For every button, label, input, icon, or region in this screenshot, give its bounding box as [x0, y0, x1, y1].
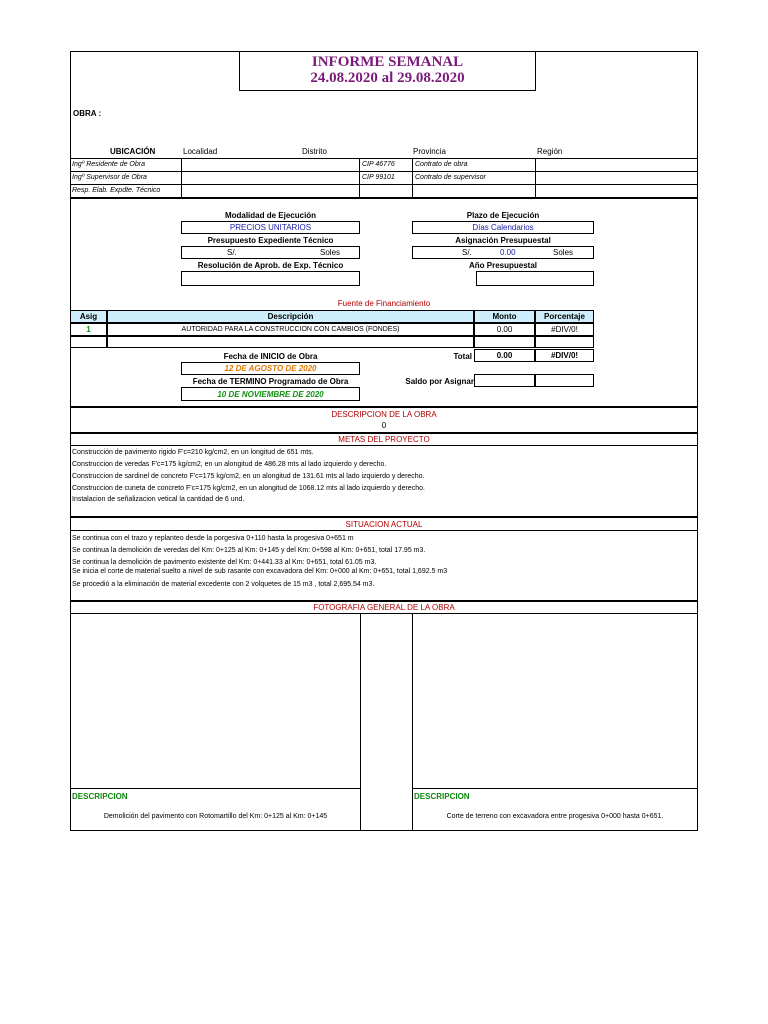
- termino-value: 10 DE NOVIEMBRE DE 2020: [217, 390, 324, 399]
- situacion-item: Se continua la demolición de pavimento existente del Km: 0+441.33 al Km: 0+651, total 61.05 m3.: [72, 559, 377, 566]
- plazo-value: Días Calendarios: [472, 223, 534, 232]
- contract-residente: Contrato de obra: [415, 161, 468, 168]
- photo-left-description-text: Demolición del pavimento con Rotomartillo del Km: 0+125 al Km: 0+145: [103, 813, 328, 820]
- asignacion-unit: Soles: [553, 248, 574, 257]
- fin-empty-porcentaje: [535, 336, 594, 348]
- cip-residente: CIP 46776: [362, 161, 395, 168]
- inicio-label: Fecha de INICIO de Obra: [223, 352, 318, 361]
- provincia-label: Provincia: [413, 147, 446, 156]
- descripcion-obra-value: 0: [381, 421, 387, 430]
- role-resp-expediente: Resp. Elab. Expdte. Técnico: [72, 187, 161, 194]
- photo-left-description-label: DESCRIPCION: [72, 792, 128, 801]
- fin-header-monto-text: Monto: [492, 312, 517, 321]
- fin-header-asig-text: Asig: [79, 312, 98, 321]
- financiamiento-title: Fuente de Financiamiento: [337, 299, 431, 308]
- contract-supervisor: Contrato de supervisor: [415, 174, 486, 181]
- fin-empty-asig: [70, 336, 107, 348]
- saldo-monto-box: [474, 374, 535, 387]
- region-label: Región: [537, 147, 563, 156]
- total-porcentaje: #DIV/0!: [550, 351, 579, 360]
- fin-header-descripcion-text: Descripción: [267, 312, 314, 321]
- saldo-label: Saldo por Asignar: [405, 377, 474, 386]
- photo-right-description-text: Corte de terreno con excavadora entre progesiva 0+000 hasta 0+651.: [446, 813, 664, 820]
- role-supervisor: Ingº Supervisor de Obra: [72, 174, 147, 181]
- saldo-porcentaje-box: [535, 374, 594, 387]
- cip-supervisor: CIP 99101: [362, 174, 395, 181]
- fin-row-asig-text: 1: [86, 325, 91, 334]
- personnel-grid: [70, 158, 698, 197]
- modalidad-label: Modalidad de Ejecución: [224, 211, 317, 220]
- obra-label: OBRA :: [73, 109, 102, 118]
- presupuesto-label: Presupuesto Expediente Técnico: [207, 236, 334, 245]
- report-dates: 24.08.2020 al 29.08.2020: [310, 70, 465, 86]
- ubicacion-label: UBICACIÓN: [110, 147, 156, 156]
- fin-empty-monto: [474, 336, 535, 348]
- presupuesto-unit: Soles: [320, 248, 341, 257]
- situacion-item: Se procedió a la eliminación de material excedente con 2 volquetes de 15 m3 , total 2,695.54 m3.: [72, 581, 375, 588]
- inicio-value: 12 DE AGOSTO DE 2020: [224, 364, 317, 373]
- situacion-item: Se continua la demolición de veredas del Km: 0+125 al Km: 0+145 y del Km: 0+598 al Km: 0+651, total 17.95 m3.: [72, 547, 426, 554]
- plazo-label: Plazo de Ejecución: [466, 211, 540, 220]
- resolucion-box: [181, 271, 360, 286]
- fotografia-title: FOTOGRAFIA GENERAL DE LA OBRA: [313, 603, 455, 612]
- anio-box: [476, 271, 594, 286]
- termino-label: Fecha de TERMINO Programado de Obra: [192, 377, 349, 386]
- modalidad-value: PRECIOS UNITARIOS: [229, 223, 312, 232]
- metas-item: Construccion de sardinel de concreto F'c=175 kg/cm2, en un alongitud de 131.61 mts al lado izquierdo y derecho.: [72, 473, 425, 480]
- asignacion-amount: 0.00: [500, 248, 516, 257]
- fin-row-monto-text: 0.00: [496, 325, 513, 334]
- anio-label: Año Presupuestal: [468, 261, 537, 270]
- photo-right-description-label: DESCRIPCION: [414, 792, 470, 801]
- metas-item: Construcción de pavimento rigido F'c=210 kg/cm2, en un longitud de 651 mts.: [72, 449, 314, 456]
- asignacion-currency: S/.: [462, 248, 472, 257]
- report-title: INFORME SEMANAL: [311, 54, 464, 70]
- fin-empty-descripcion: [107, 336, 474, 348]
- fin-header-porcentaje-text: Porcentaje: [544, 312, 585, 321]
- descripcion-obra-title: DESCRIPCION DE LA OBRA: [331, 410, 437, 419]
- metas-title: METAS DEL PROYECTO: [338, 435, 430, 444]
- resolucion-label: Resolución de Aprob. de Exp. Técnico: [197, 261, 344, 270]
- asignacion-label: Asignación Presupuestal: [455, 236, 551, 245]
- localidad-label: Localidad: [183, 147, 218, 156]
- metas-item: Construccion de cuneta de concreto F'c=175 kg/cm2, en un alongitud de 1068.12 mts al lado izquierdo y derecho.: [72, 485, 425, 492]
- total-monto: 0.00: [496, 351, 513, 360]
- fin-row-porcentaje-text: #DIV/0!: [551, 325, 578, 334]
- role-residente: Ingº Residente de Obra: [72, 161, 145, 168]
- situacion-item: Se inicia el corte de material suelto a nivel de sub rasante con excavadora del Km: 0+000 al Km: 0+651, total 1,692.5 m3: [72, 568, 448, 575]
- presupuesto-currency: S/.: [227, 248, 237, 257]
- situacion-title: SITUACION ACTUAL: [345, 520, 423, 529]
- distrito-label: Distrito: [302, 147, 327, 156]
- situacion-item: Se continua con el trazo y replanteo desde la porgesiva 0+110 hasta la progesiva 0+651 m: [72, 535, 354, 542]
- metas-item: Construccion de veredas F'c=175 kg/cm2, en un alongitud de 486.28 mts al lado izquierdo y derecho.: [72, 461, 387, 468]
- fin-row-descripcion-text: AUTORIDAD PARA LA CONSTRUCCION CON CAMBIOS (FONDES): [181, 326, 400, 333]
- metas-item: Instalacion de señalizacion vetical la cantidad de 6 und.: [72, 496, 245, 503]
- total-label: Total: [453, 352, 472, 361]
